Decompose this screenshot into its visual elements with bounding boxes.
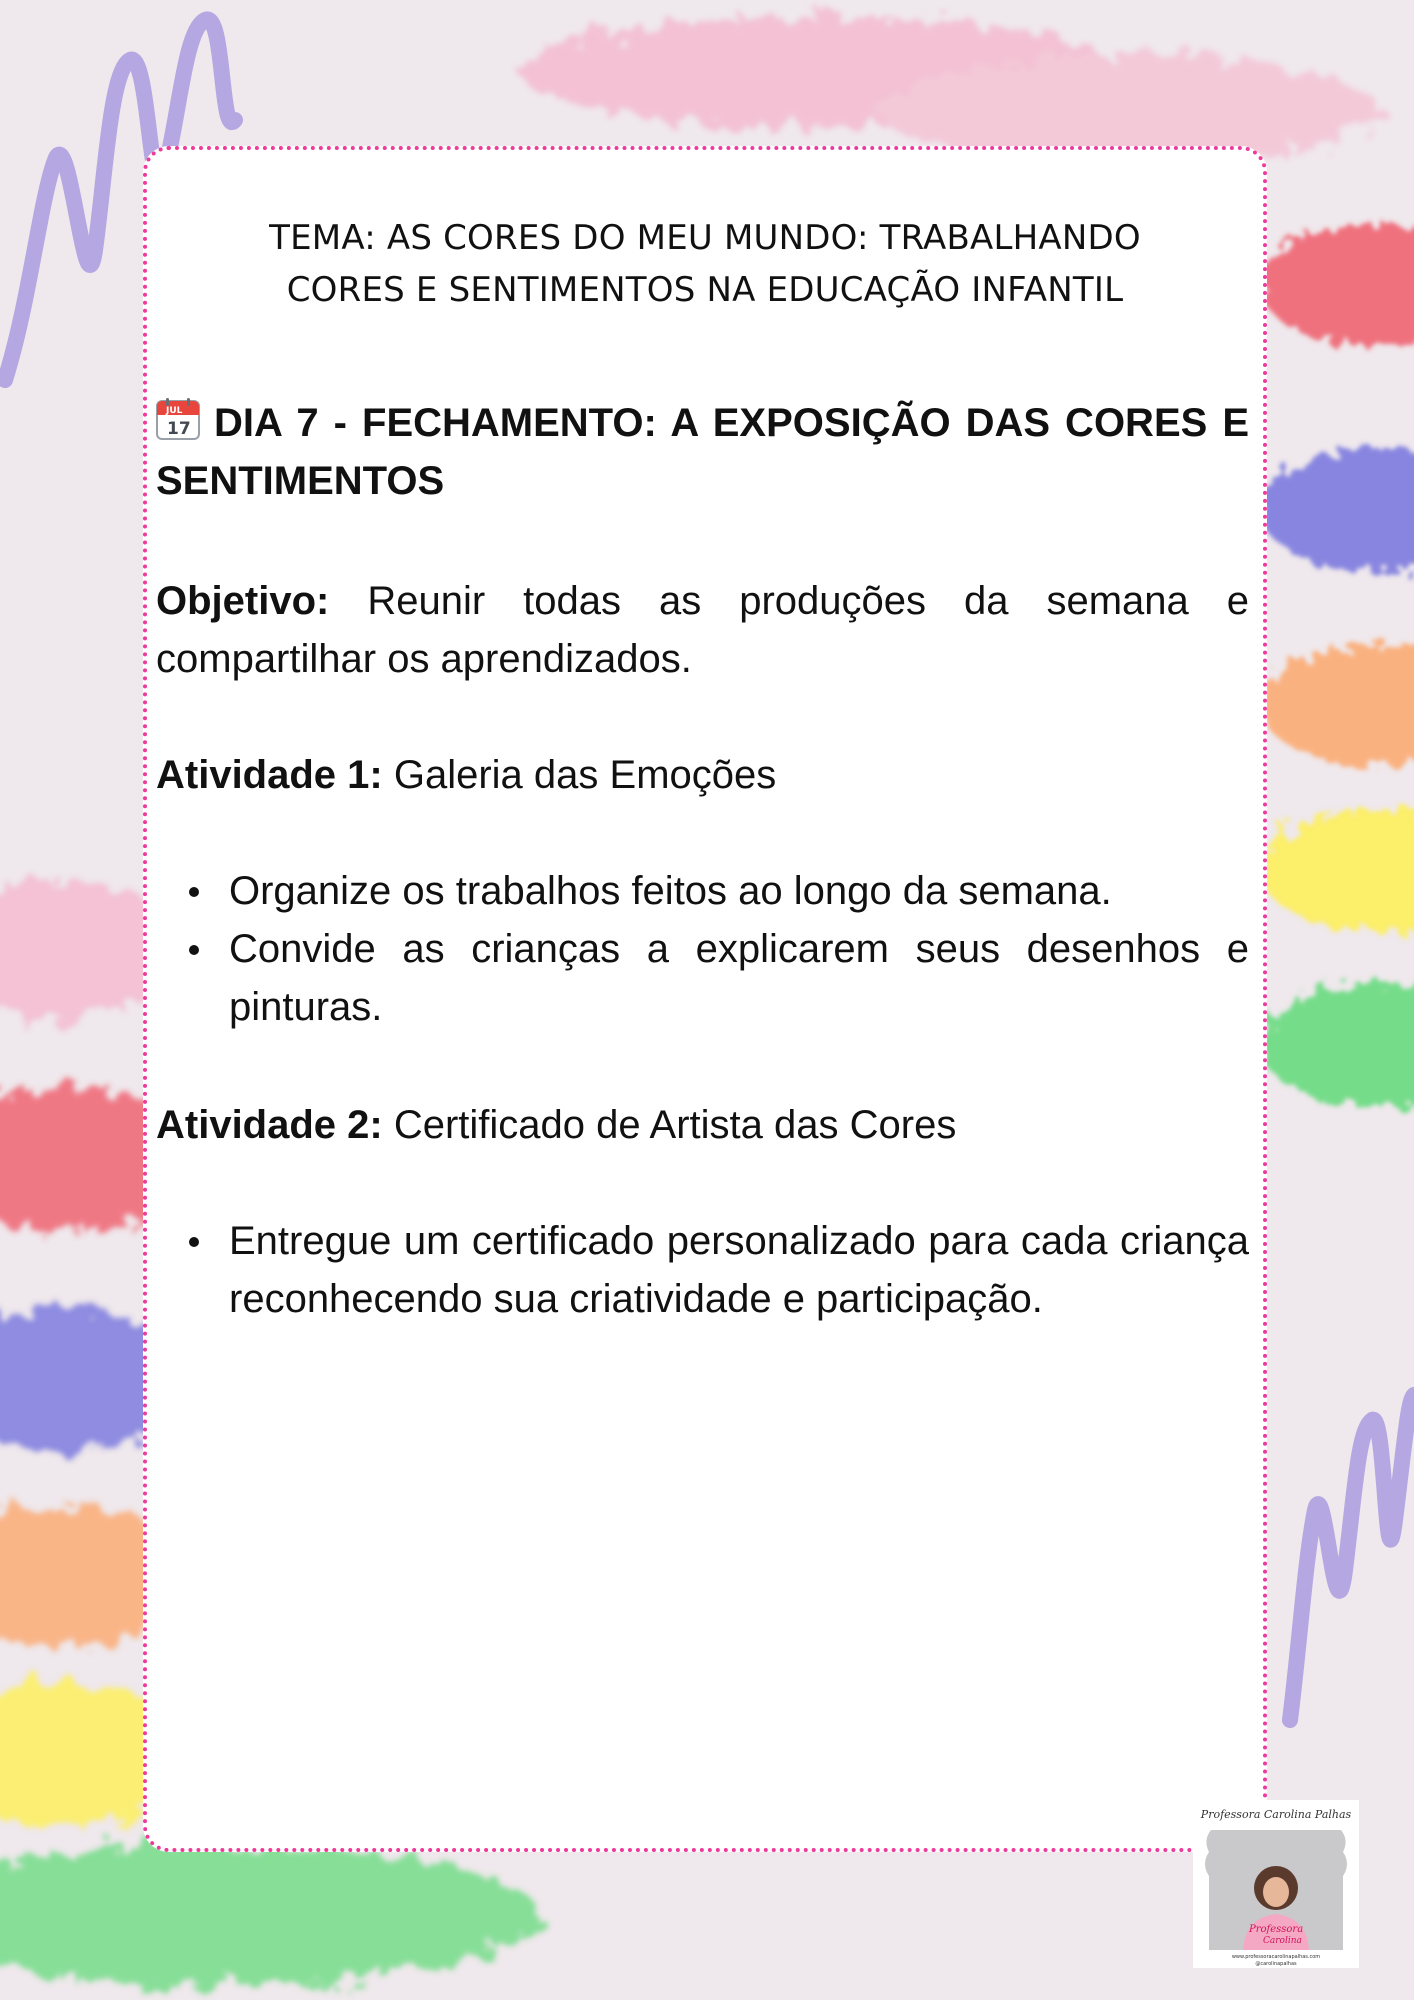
logo-badge-line-2: Carolina — [1263, 1936, 1302, 1946]
activity-1-label: Atividade 1: — [156, 753, 383, 797]
activity-2-title: Certificado de Artista das Cores — [393, 1103, 957, 1147]
theme-title-line-2: CORES E SENTIMENTOS NA EDUCAÇÃO INFANTIL — [286, 270, 1124, 310]
objective-text: Reunir todas as produções da semana e compartilhar os aprendizados. — [156, 579, 1249, 681]
right-paint-smudges — [1260, 223, 1414, 1107]
list-item-text: Entregue um certificado personalizado para cada criança reconhecendo sua criatividade e participação. — [229, 1219, 1249, 1321]
calendar-icon-day: 17 — [167, 419, 191, 439]
theme-title-line-1: TEMA: AS CORES DO MEU MUNDO: TRABALHANDO — [269, 218, 1141, 258]
activity-2-heading — [156, 1096, 1249, 1154]
logo-script-title: Professora Carolina Palhas — [1200, 1808, 1352, 1821]
objective-label: Objetivo: — [156, 579, 330, 623]
list-item-text: Organize os trabalhos feitos ao longo da semana. — [229, 869, 1112, 913]
activity-1-heading — [156, 746, 1249, 804]
logo-website: www.professoracarolinapalhas.com — [1231, 1954, 1321, 1960]
day-heading — [156, 394, 1249, 510]
bullet-icon — [189, 887, 199, 897]
list-item — [229, 920, 1249, 1036]
pink-paint-smudge-top — [520, 17, 1380, 165]
bullet-icon — [189, 945, 199, 955]
theme-title — [170, 212, 1240, 316]
activity-1-list — [156, 862, 1249, 1036]
calendar-icon-month: JUL — [166, 406, 183, 416]
logo-badge-line-1: Professora — [1249, 1924, 1304, 1935]
purple-scribble-bottom-right — [1290, 1395, 1414, 1720]
day-title: DIA 7 - FECHAMENTO: A EXPOSIÇÃO DAS CORES E SENTIMENTOS — [156, 401, 1249, 503]
list-item — [229, 862, 1249, 920]
logo-handle: @carolinapalhas — [1255, 1961, 1297, 1967]
author-logo — [1193, 1800, 1359, 1968]
list-item-text: Convide as crianças a explicarem seus desenhos e pinturas. — [229, 927, 1249, 1029]
activity-2-list — [156, 1212, 1249, 1328]
bullet-icon — [189, 1237, 199, 1247]
activity-1-title: Galeria das Emoções — [393, 753, 777, 797]
list-item — [229, 1212, 1249, 1328]
lesson-content — [156, 394, 1249, 1328]
calendar-icon — [156, 398, 200, 440]
objective-paragraph — [156, 572, 1249, 688]
activity-2-label: Atividade 2: — [156, 1103, 383, 1147]
